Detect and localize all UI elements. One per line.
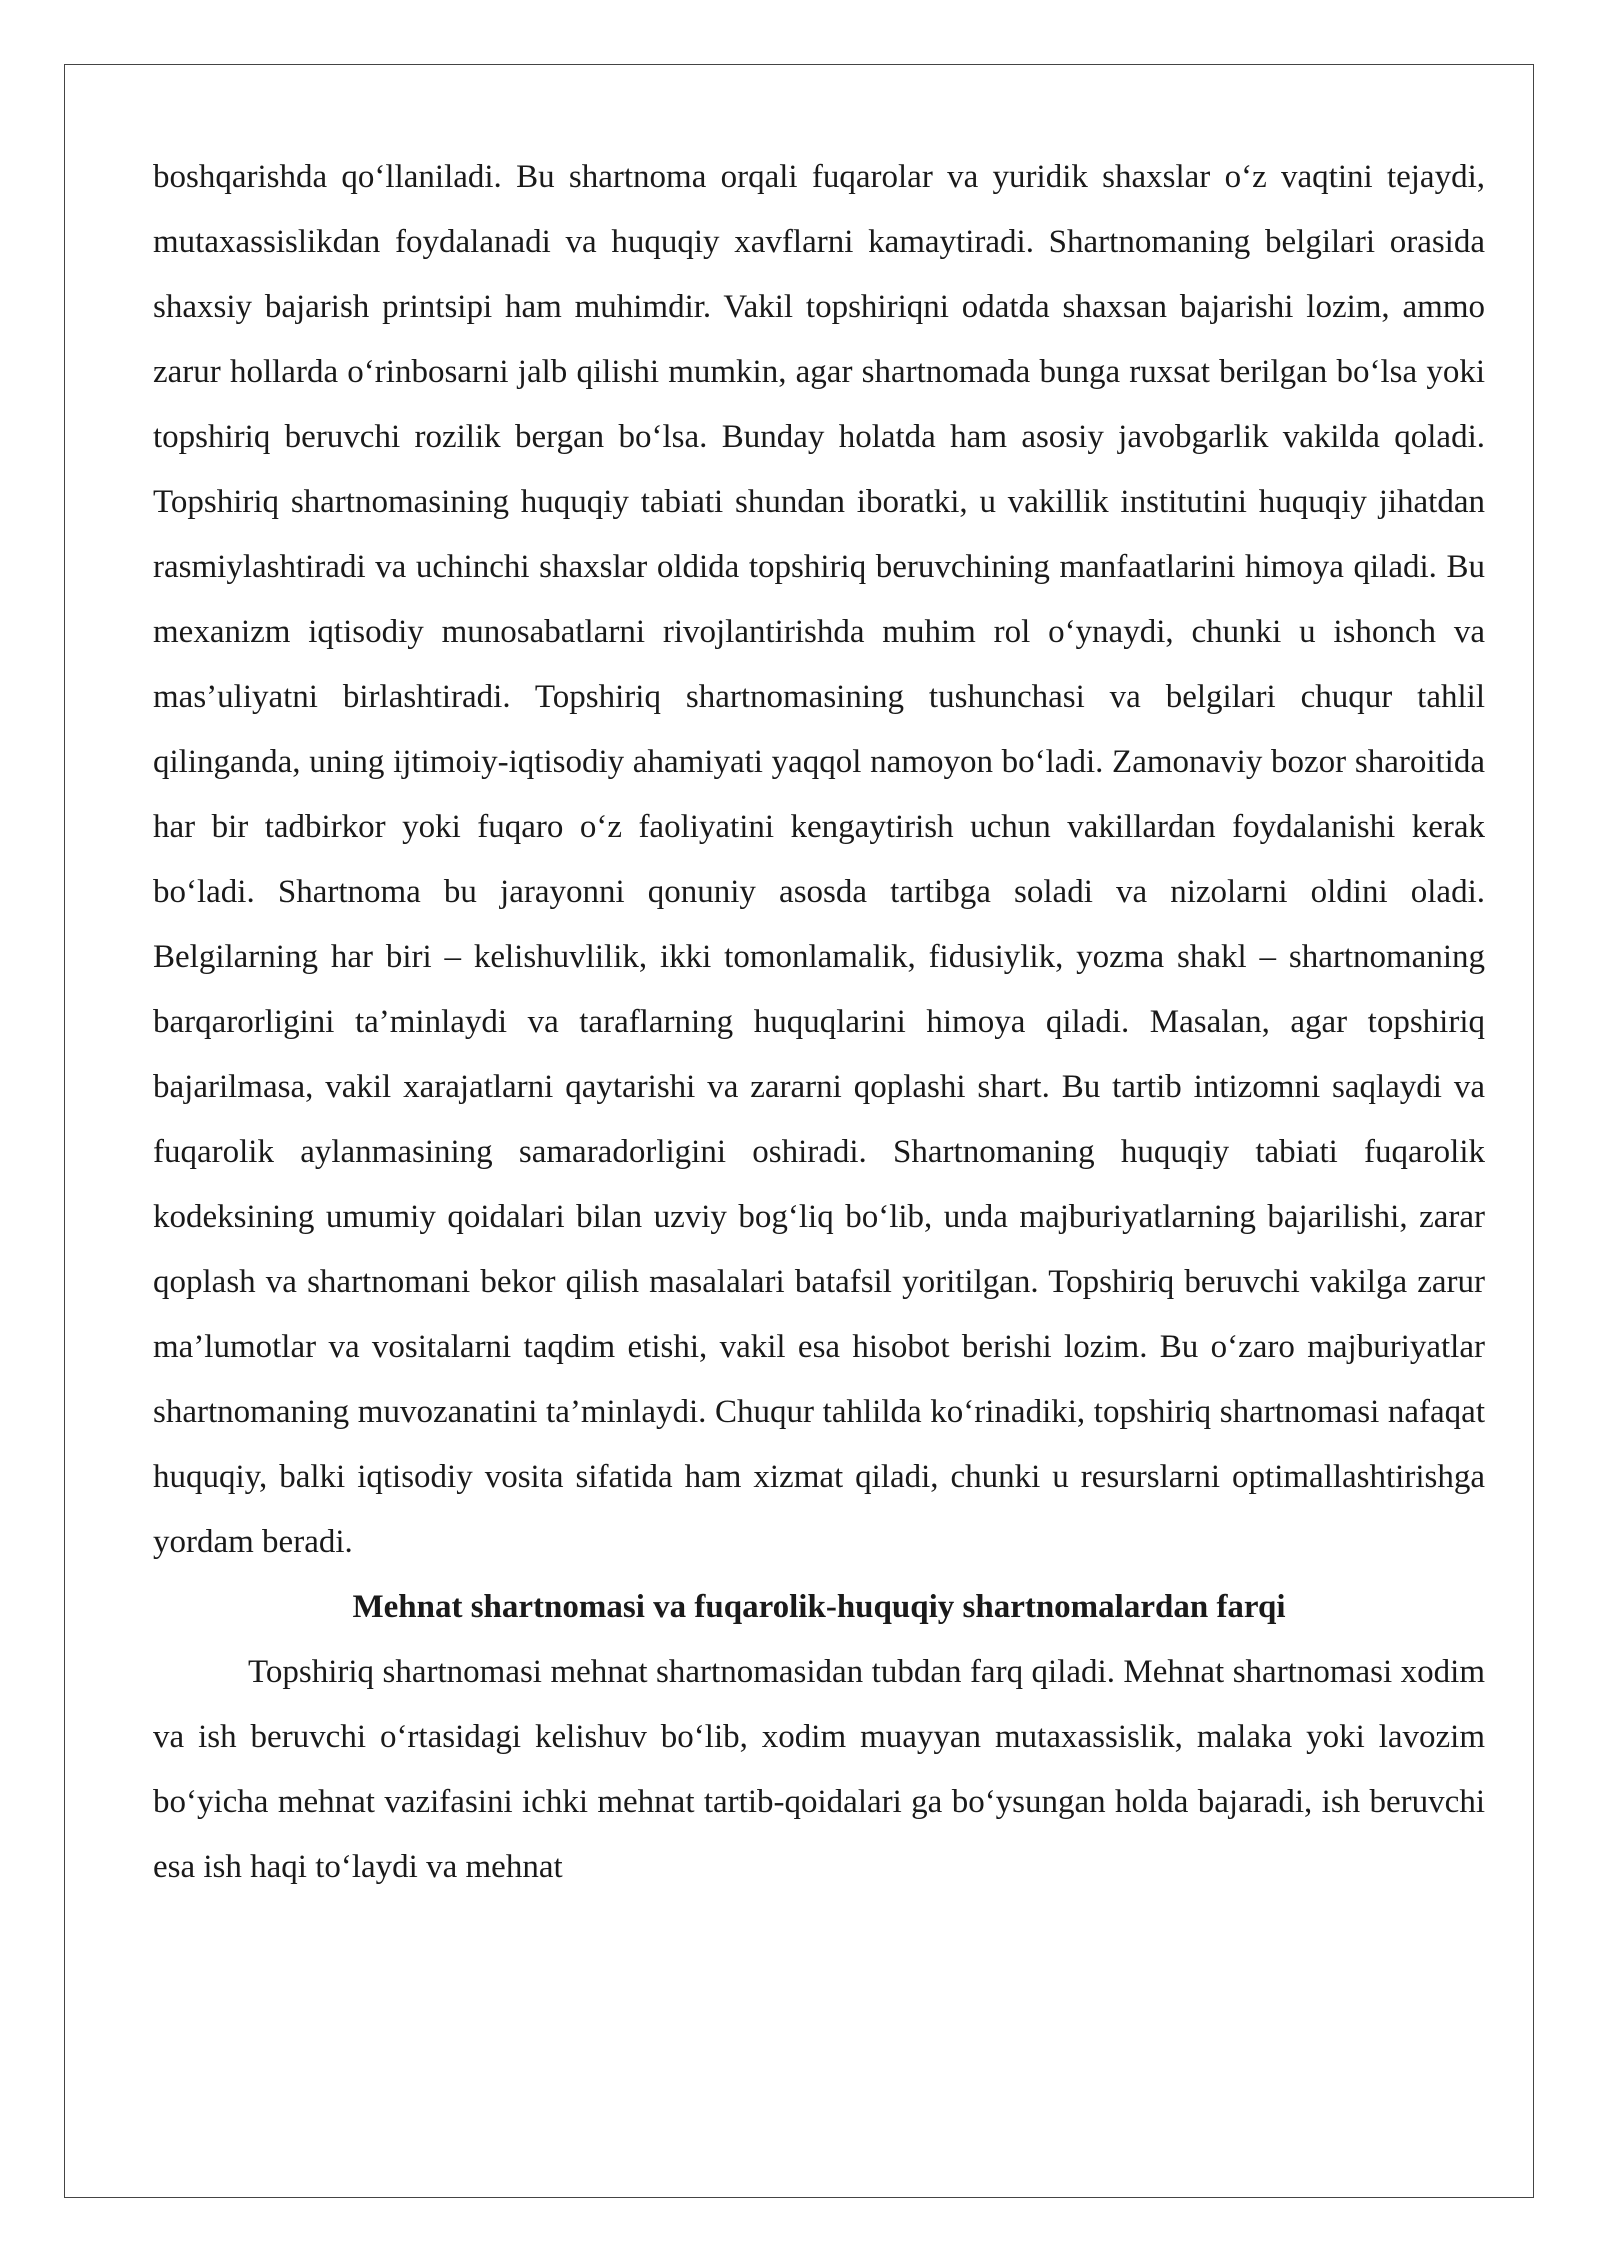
document-body [153, 145, 1485, 1900]
body-paragraph: boshqarishda qo‘llaniladi. Bu shartnoma orqali fuqarolar va yuridik shaxslar o‘z vaqtini tejaydi, mutaxassislikdan foydalanadi va huquqiy xavflarni kamaytiradi. Shartnomaning belgilari orasida shaxsiy bajarish printsipi ham muhimdir. Vakil topshiriqni odatda shaxsan bajarishi lozim, ammo zarur hollarda o‘rinbosarni jalb qilishi mumkin, agar shartnomada bunga ruxsat berilgan bo‘lsa yoki topshiriq beruvchi rozilik bergan bo‘lsa. Bunday holatda ham asosiy javobgarlik vakilda qoladi. Topshiriq shartnomasining huquqiy tabiati shundan iboratki, u vakillik institutini huquqiy jihatdan rasmiylashtiradi va uchinchi shaxslar oldida topshiriq beruvchining manfaatlarini himoya qiladi. Bu mexanizm iqtisodiy munosabatlarni rivojlantirishda muhim rol o‘ynaydi, chunki u ishonch va mas’uliyatni birlashtiradi. Topshiriq shartnomasining tushunchasi va belgilari chuqur tahlil qilinganda, uning ijtimoiy-iqtisodiy ahamiyati yaqqol namoyon bo‘ladi. Zamonaviy bozor sharoitida har bir tadbirkor yoki fuqaro o‘z faoliyatini kengaytirish uchun vakillardan foydalanishi kerak bo‘ladi. Shartnoma bu jarayonni qonuniy asosda tartibga soladi va nizolarni oldini oladi. Belgilarning har biri – kelishuvlilik, ikki tomonlamalik, fidusiylik, yozma shakl – shartnomaning barqarorligini ta’minlaydi va taraflarning huquqlarini himoya qiladi. Masalan, agar topshiriq bajarilmasa, vakil xarajatlarni qaytarishi va zararni qoplashi shart. Bu tartib intizomni saqlaydi va fuqarolik aylanmasining samaradorligini oshiradi. Shartnomaning huquqiy tabiati fuqarolik kodeksining umumiy qoidalari bilan uzviy bog‘liq bo‘lib, unda majburiyatlarning bajarilishi, zarar qoplash va shartnomani bekor qilish masalalari batafsil yoritilgan. Topshiriq beruvchi vakilga zarur ma’lumotlar va vositalarni taqdim etishi, vakil esa hisobot berishi lozim. Bu o‘zaro majburiyatlar shartnomaning muvozanatini ta’minlaydi. Chuqur tahlilda ko‘rinadiki, topshiriq shartnomasi nafaqat huquqiy, balki iqtisodiy vosita sifatida ham xizmat qiladi, chunki u resurslarni optimallashtirishga yordam beradi. [153, 159, 1485, 1560]
section-heading: Mehnat shartnomasi va fuqarolik-huquqiy shartnomalardan farqi [352, 1589, 1286, 1625]
body-paragraph-continued: Topshiriq shartnomasi mehnat shartnomasidan tubdan farq qiladi. Mehnat shartnomasi xodim va ish beruvchi o‘rtasidagi kelishuv bo‘lib, xodim muayyan mutaxassislik, malaka yoki lavozim bo‘yicha mehnat vazifasini ichki mehnat tartib-qoidalari ga bo‘ysungan holda bajaradi, ish beruvchi esa ish haqi to‘laydi va mehnat [153, 1654, 1485, 1885]
